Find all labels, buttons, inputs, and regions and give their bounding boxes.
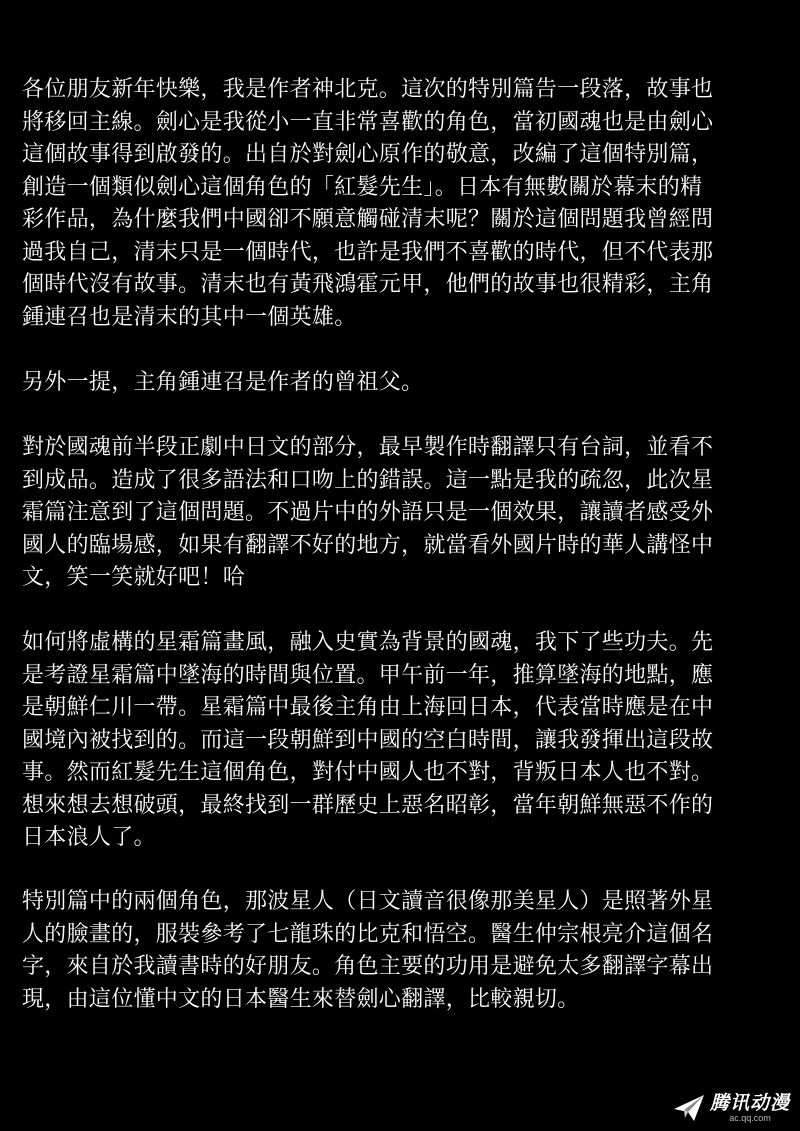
paragraph-history-research bbox=[22, 627, 782, 855]
text-line: 特別篇中的兩個角色，那波星人（日文讀音很像那美星人）是照著外星 bbox=[22, 889, 714, 914]
watermark-text bbox=[710, 1093, 790, 1123]
paper-plane-icon bbox=[672, 1093, 706, 1123]
text-line: 另外一提，主角鍾連召是作者的曾祖父。 bbox=[22, 370, 424, 395]
text-line: 到成品。造成了很多語法和口吻上的錯誤。這一點是我的疏忽，此次星 bbox=[22, 467, 714, 493]
text-line: 對於國魂前半段正劇中日文的部分，最早製作時翻譯只有台詞，並看不 bbox=[22, 435, 714, 460]
watermark-brand-name: 腾讯动漫 bbox=[709, 1092, 790, 1114]
text-line: 過我自己，清末只是一個時代，也許是我們不喜歡的時代，但不代表那 bbox=[22, 239, 714, 265]
text-line: 這個故事得到啟發的。出自於對劍心原作的敬意，改編了這個特別篇， bbox=[22, 142, 714, 167]
text-line: 事。然而紅髮先生這個角色，對付中國人也不對，背叛日本人也不對。 bbox=[22, 760, 714, 785]
paragraph-intro bbox=[22, 74, 782, 334]
text-line: 是考證星霜篇中墜海的時間與位置。甲午前一年，推算墜海的地點，應 bbox=[22, 662, 714, 688]
text-line: 國人的臨場感，如果有翻譯不好的地方，就當看外國片時的華人講怪中 bbox=[22, 532, 714, 558]
tencent-comic-watermark bbox=[672, 1093, 790, 1123]
text-line: 是朝鮮仁川一帶。星霜篇中最後主角由上海回日本，代表當時應是在中 bbox=[22, 695, 714, 720]
text-line: 日本浪人了。 bbox=[22, 825, 156, 850]
text-line: 想來想去想破頭，最終找到一群歷史上惡名昭彰，當年朝鮮無惡不作的 bbox=[22, 792, 714, 818]
text-line: 各位朋友新年快樂，我是作者神北克。這次的特別篇告一段落，故事也 bbox=[22, 77, 714, 102]
paragraph-characters bbox=[22, 886, 782, 1016]
text-line: 將移回主線。劍心是我從小一直非常喜歡的角色，當初國魂也是由劍心 bbox=[22, 109, 714, 135]
text-line: 國境內被找到的。而這一段朝鮮到中國的空白時間，讓我發揮出這段故 bbox=[22, 727, 714, 753]
text-line: 字，來自於我讀書時的好朋友。角色主要的功用是避免太多翻譯字幕出 bbox=[22, 954, 714, 979]
text-line: 文，笑一笑就好吧！哈 bbox=[22, 565, 246, 590]
text-line: 如何將虛構的星霜篇畫風，融入史實為背景的國魂，我下了些功夫。先 bbox=[22, 630, 714, 655]
text-line: 鍾連召也是清末的其中一個英雄。 bbox=[22, 304, 357, 330]
text-line: 霜篇注意到了這個問題。不過片中的外語只是一個效果，讓讀者感受外 bbox=[22, 500, 714, 525]
text-line: 彩作品，為什麼我們中國卻不願意觸碰清末呢？關於這個問題我曾經問 bbox=[22, 207, 714, 232]
paragraph-translation-note bbox=[22, 432, 782, 595]
text-line: 創造一個類似劍心這個角色的「紅髮先生」。日本有無數關於幕末的精 bbox=[22, 174, 703, 200]
paragraph-ancestor-note bbox=[22, 367, 782, 400]
text-line: 人的臉畫的，服裝參考了七龍珠的比克和悟空。醫生仲宗根亮介這個名 bbox=[22, 921, 714, 947]
text-line: 個時代沒有故事。清末也有黃飛鴻霍元甲，他們的故事也很精彩，主角 bbox=[22, 272, 714, 297]
watermark-url: ac.qq.com bbox=[729, 1113, 771, 1123]
text-line: 現，由這位懂中文的日本醫生來替劍心翻譯，比較親切。 bbox=[22, 986, 580, 1012]
